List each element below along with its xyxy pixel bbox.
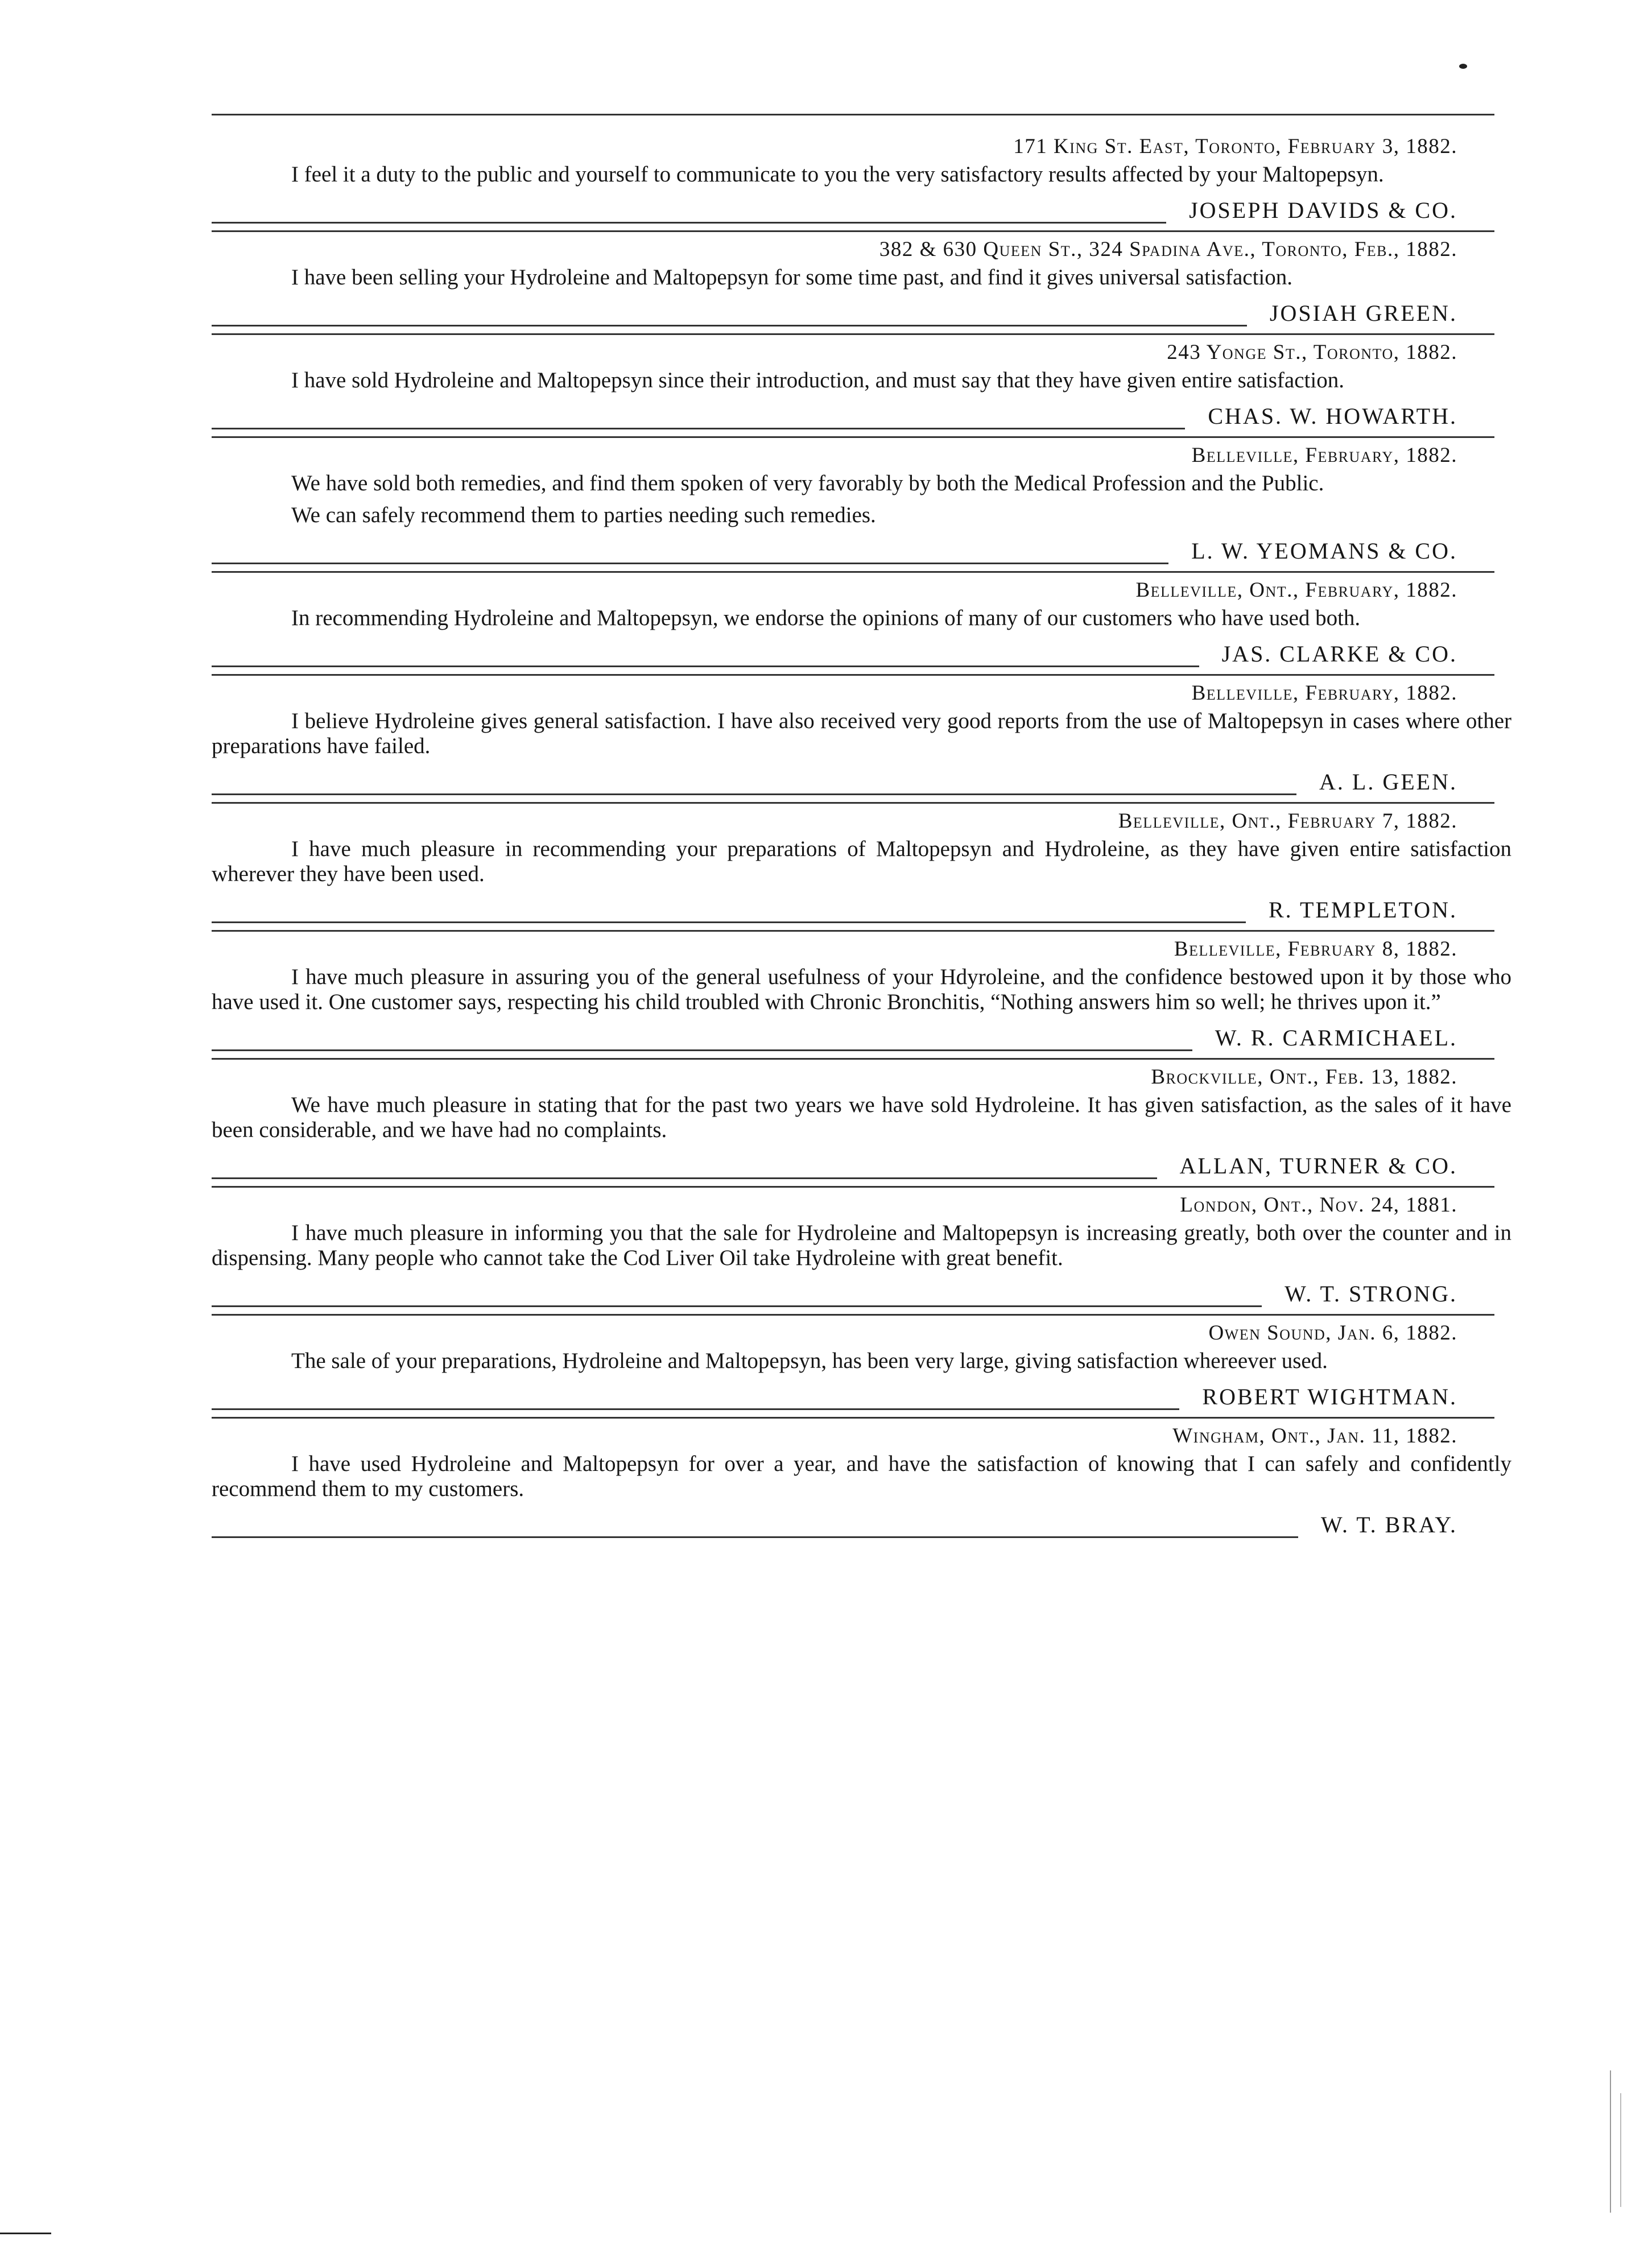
testimonial-text: I have much pleasure in assuring you of the general usefulness of your Hdyroleine, and the confidence bestowed upon it by those who have used it. One customer says, respecting his child troubled with Chronic Bronchitis, “Nothing answers him so well; he thrives upon it.” [212,965,1511,1014]
dateline: Belleville, February, 1882. [1191,681,1457,705]
signature: R. TEMPLETON. [1269,897,1457,923]
separator-rule [212,1417,1494,1419]
testimonial-entry [212,935,1511,1060]
signature-rule [212,1408,1179,1410]
signature-rule [212,665,1199,667]
dateline: 382 & 630 Queen St., 324 Spadina Ave., Toronto, Feb., 1882. [879,238,1457,261]
scan-edge-mark [1610,2070,1611,2213]
top-rule [212,114,1494,115]
separator-rule [212,1058,1494,1060]
dateline: Wingham, Ont., Jan. 11, 1882. [1172,1424,1457,1448]
signature: L. W. YEOMANS & CO. [1191,538,1457,564]
testimonial-entry [212,1063,1511,1188]
dateline: 243 Yonge St., Toronto, 1882. [1167,341,1457,364]
signature-rule [212,793,1296,795]
testimonial-entry [212,133,1511,232]
separator-rule [212,436,1494,438]
signature-rule [212,1177,1157,1179]
testimonial-page [212,114,1511,1540]
signature-row [212,1023,1511,1053]
signature: A. L. GEEN. [1319,769,1457,795]
testimonial-entry [212,1422,1511,1540]
signature-row [212,767,1511,797]
signature-rule [212,1049,1192,1051]
separator-rule [212,802,1494,804]
signature-rule [212,1305,1262,1307]
signature-rule [212,428,1185,429]
dateline: Belleville, Ont., February, 1882. [1135,578,1457,602]
signature-row [212,401,1511,432]
testimonial-text: In recommending Hydroleine and Maltopepsyn, we endorse the opinions of many of our customers who have used both. [291,606,1361,630]
dateline: Belleville, Ont., February 7, 1882. [1118,809,1457,833]
testimonial-text: I feel it a duty to the public and yourself to communicate to you the very satisfactory results affected by your Maltopepsyn. [291,162,1384,187]
signature: JOSEPH DAVIDS & CO. [1189,197,1457,223]
testimonial-entry [212,576,1511,676]
testimonial-entry [212,235,1511,335]
testimonial-entry [212,807,1511,932]
testimonial-text: I have much pleasure in informing you that the sale for Hydroleine and Maltopepsyn is increasing greatly, both over the counter and in dispensing. Many people who cannot take the Cod Liver Oil take Hydroleine with great benefit. [212,1221,1511,1270]
testimonial-text: We have sold both remedies, and find them spoken of very favorably by both the Medical Profession and the Public. [291,471,1324,495]
testimonial-text: We can safely recommend them to parties needing such remedies. [291,503,876,527]
signature-row [212,639,1511,669]
testimonial-text: I have much pleasure in recommending your preparations of Maltopepsyn and Hydroleine, as they have given entire satisfaction wherever they have been used. [212,837,1511,886]
dateline: Belleville, February 8, 1882. [1174,937,1457,961]
signature-row [212,1510,1511,1540]
dateline: 171 King St. East, Toronto, February 3, 1882. [1013,135,1457,158]
scan-edge-mark [0,2233,51,2234]
separator-rule [212,674,1494,676]
testimonial-text: I have used Hydroleine and Maltopepsyn for over a year, and have the satisfaction of knowing that I can safely and confidently recommend them to my customers. [212,1452,1511,1501]
signature-rule [212,325,1247,326]
separator-rule [212,1186,1494,1188]
separator-rule [212,571,1494,573]
signature-rule [212,563,1168,564]
separator-rule [212,333,1494,335]
signature-row [212,298,1511,329]
separator-rule [212,1314,1494,1316]
testimonial-text: We have much pleasure in stating that for the past two years we have sold Hydroleine. It has given satisfaction, as the sales of it have been considerable, and we have had no complaints. [212,1093,1511,1142]
testimonial-text: The sale of your preparations, Hydroleine and Maltopepsyn, has been very large, giving satisfaction whereever used. [291,1349,1328,1373]
dateline: London, Ont., Nov. 24, 1881. [1180,1193,1457,1217]
signature-row [212,895,1511,925]
testimonial-text: I have sold Hydroleine and Maltopepsyn since their introduction, and must say that they have given entire satisfaction. [291,368,1344,392]
signature: JOSIAH GREEN. [1269,300,1457,326]
signature-rule [212,921,1246,923]
signature-row [212,195,1511,226]
signature: W. T. BRAY. [1320,1512,1457,1537]
testimonial-entry [212,1191,1511,1316]
signature: W. T. STRONG. [1285,1281,1457,1307]
dateline: Brockville, Ont., Feb. 13, 1882. [1151,1065,1457,1089]
scan-edge-mark [1620,2093,1621,2207]
signature: W. R. CARMICHAEL. [1215,1025,1457,1051]
testimonial-text: I have been selling your Hydroleine and Maltopepsyn for some time past, and find it gives universal satisfaction. [291,265,1292,290]
testimonial-entry [212,1319,1511,1419]
signature-row [212,1151,1511,1181]
signature-row [212,536,1511,567]
dateline: Belleville, February, 1882. [1191,444,1457,467]
signature: ROBERT WIGHTMAN. [1202,1384,1457,1409]
testimonial-entry [212,679,1511,804]
signature-rule [212,222,1166,224]
testimonial-entry [212,441,1511,573]
testimonial-list [212,133,1511,1540]
signature-rule [212,1536,1298,1538]
testimonial-entry [212,338,1511,438]
signature-row [212,1279,1511,1309]
dateline: Owen Sound, Jan. 6, 1882. [1208,1321,1457,1345]
separator-rule [212,930,1494,932]
testimonial-text: I believe Hydroleine gives general satisfaction. I have also received very good reports from the use of Maltopepsyn in cases where other preparations have failed. [212,709,1511,758]
signature: JAS. CLARKE & CO. [1221,641,1457,667]
signature: ALLAN, TURNER & CO. [1179,1153,1457,1179]
separator-rule [212,230,1494,232]
scan-speck [1459,64,1467,69]
signature-row [212,1382,1511,1412]
signature: CHAS. W. HOWARTH. [1208,403,1457,429]
